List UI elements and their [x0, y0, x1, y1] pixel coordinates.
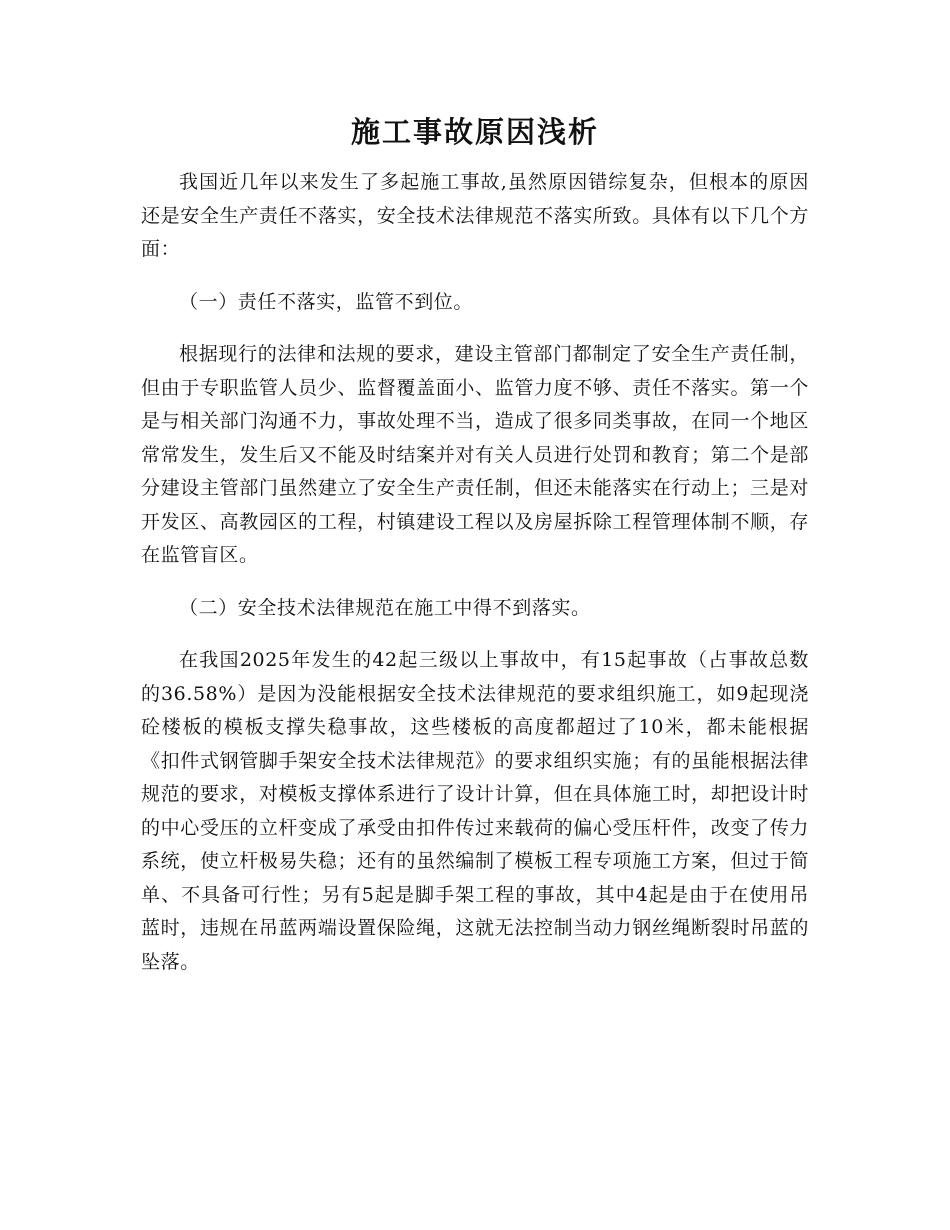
section-heading-1: （一）责任不落实，监管不到位。 — [179, 290, 474, 313]
intro-paragraph: 我国近几年以来发生了多起施工事故,虽然原因错综复杂，但根本的原因还是安全生产责任不落实，安全技术法律规范不落实所致。具体有以下几个方面： — [141, 171, 809, 260]
section-1-paragraph: 根据现行的法律和法规的要求，建设主管部门都制定了安全生产责任制，但由于专职监管人员少、监督覆盖面小、监管力度不够、责任不落实。第一个是与相关部门沟通不力，事故处理不当，造成了很多同类事故，在同一个地区常常发生，发生后又不能及时结案并对有关人员进行处罚和教育；第二个是部分建设主管部门虽然建立了安全生产责任制，但还未能落实在行动上；三是对开发区、高教园区的工程，村镇建设工程以及房屋拆除工程管理体制不顺，存在监管盲区。 — [141, 343, 809, 566]
section-heading-2: （二）安全技术法律规范在施工中得不到落实。 — [179, 596, 591, 619]
section-2-paragraph: 在我国2025年发生的42起三级以上事故中，有15起事故（占事故总数的36.58%）是因为没能根据安全技术法律规范的要求组织施工，如9起现浇砼楼板的模板支撑失稳事故，这些楼板的高度都超过了10米，都未能根据《扣件式钢管脚手架安全技术法律规范》的要求组织实施；有的虽能根据法律规范的要求，对模板支撑体系进行了设计计算，但在具体施工时，却把设计时的中心受压的立杆变成了承受由扣件传过来载荷的偏心受压杆件，改变了传力系统，使立杆极易失稳；还有的虽然编制了模板工程专项施工方案，但过于简单、不具备可行性；另有5起是脚手架工程的事故，其中4起是由于在使用吊蓝时，违规在吊蓝两端设置保险绳，这就无法控制当动力钢丝绳断裂时吊蓝的坠落。 — [141, 649, 809, 973]
document-body — [141, 166, 809, 998]
document-title: 施工事故原因浅析 — [350, 115, 599, 149]
